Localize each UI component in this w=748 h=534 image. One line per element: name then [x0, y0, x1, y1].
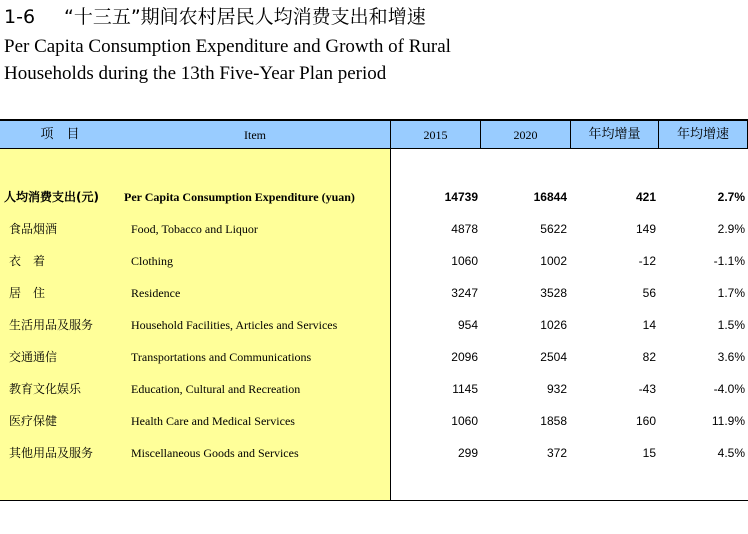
row-avg-increase: -12	[638, 254, 656, 268]
table-row-total	[0, 187, 748, 219]
table-title-zh-text: “十三五”期间农村居民人均消费支出和增速	[64, 6, 426, 28]
row-label-zh: 医疗保健	[9, 414, 58, 428]
table-row	[0, 379, 748, 411]
row-label-en: Health Care and Medical Services	[131, 414, 295, 428]
table-number: 1-6	[4, 6, 36, 28]
row-label-zh: 衣 着	[9, 254, 46, 268]
row-label-en: Per Capita Consumption Expenditure (yuan)	[124, 190, 355, 204]
row-avg-increase: 14	[642, 318, 656, 332]
table-row	[0, 283, 748, 315]
table-row	[0, 411, 748, 443]
row-value-2020: 3528	[540, 286, 567, 300]
row-value-2015: 3247	[451, 286, 478, 300]
row-value-2020: 932	[546, 382, 567, 396]
row-label-en: Residence	[131, 286, 181, 300]
row-value-2015: 14739	[444, 190, 478, 204]
row-label-en: Household Facilities, Articles and Services	[131, 318, 338, 332]
row-label-en: Miscellaneous Goods and Services	[131, 446, 299, 460]
row-value-2015: 4878	[451, 222, 478, 236]
row-label-zh: 生活用品及服务	[9, 318, 94, 332]
row-avg-increase: 149	[635, 222, 656, 236]
row-label-zh: 交通通信	[9, 350, 58, 364]
row-value-2020: 1002	[540, 254, 567, 268]
row-avg-growth: 4.5%	[717, 446, 745, 460]
header-2015: 2015	[423, 128, 448, 142]
row-label-zh: 居 住	[9, 286, 46, 300]
row-label-en: Clothing	[131, 254, 174, 268]
table-title-english-line2: Households during the 13th Five-Year Plan period	[4, 63, 387, 84]
table-header	[0, 119, 747, 149]
row-label-en: Food, Tobacco and Liquor	[131, 222, 258, 236]
header-avg-increase: 年均增量	[588, 127, 641, 142]
row-avg-growth: 1.5%	[717, 318, 745, 332]
row-avg-growth: 2.9%	[717, 222, 745, 236]
row-avg-growth: 1.7%	[717, 286, 745, 300]
row-value-2015: 954	[457, 318, 478, 332]
row-label-zh: 其他用品及服务	[9, 446, 94, 460]
row-label-zh: 食品烟酒	[9, 222, 58, 236]
table-row	[0, 315, 748, 347]
row-label-en: Education, Cultural and Recreation	[131, 382, 301, 396]
row-value-2015: 1060	[451, 414, 478, 428]
row-value-2015: 299	[457, 446, 478, 460]
table-bottom-border	[0, 500, 748, 501]
row-value-2020: 5622	[540, 222, 567, 236]
header-avg-growth: 年均增速	[676, 127, 729, 142]
row-avg-growth: 11.9%	[711, 414, 745, 428]
row-value-2020: 1026	[540, 318, 567, 332]
table-row	[0, 443, 748, 475]
table-row	[0, 251, 748, 283]
row-avg-growth: 3.6%	[717, 350, 745, 364]
row-avg-growth: -4.0%	[713, 382, 745, 396]
row-value-2015: 2096	[451, 350, 478, 364]
row-label-zh: 人均消费支出(元)	[4, 190, 99, 204]
row-label-en: Transportations and Communications	[131, 350, 312, 364]
row-value-2015: 1145	[452, 382, 478, 396]
row-value-2020: 2504	[540, 350, 567, 364]
row-value-2020: 16844	[533, 190, 567, 204]
header-2020: 2020	[513, 128, 538, 142]
row-avg-increase: 15	[642, 446, 656, 460]
table-row	[0, 219, 748, 251]
data-table	[0, 119, 748, 501]
row-avg-increase: 421	[635, 190, 656, 204]
row-avg-increase: 160	[635, 414, 656, 428]
row-avg-increase: -43	[638, 382, 656, 396]
row-value-2020: 1858	[540, 414, 567, 428]
row-value-2020: 372	[546, 446, 567, 460]
table-row	[0, 347, 748, 379]
row-label-zh: 教育文化娱乐	[9, 382, 82, 396]
table-title-chinese	[4, 4, 426, 30]
row-avg-growth: -1.1%	[713, 254, 745, 268]
row-avg-growth: 2.7%	[717, 190, 745, 204]
header-item-en: Item	[244, 128, 266, 142]
header-item-zh: 项 目	[40, 127, 80, 142]
row-avg-increase: 82	[642, 350, 656, 364]
row-avg-increase: 56	[642, 286, 656, 300]
table-title-english-line1: Per Capita Consumption Expenditure and Growth of Rural	[4, 36, 451, 57]
row-value-2015: 1060	[451, 254, 478, 268]
